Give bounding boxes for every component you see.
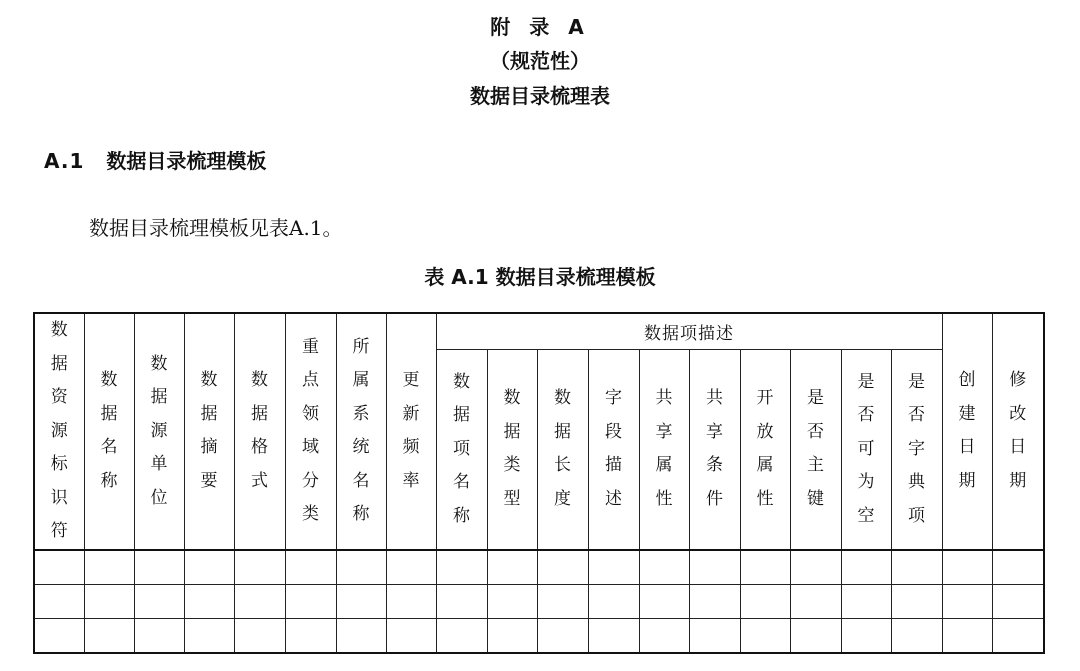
- table-cell: [942, 584, 992, 618]
- subcolumn-header: 是否主键: [790, 350, 841, 550]
- table-cell: [689, 550, 740, 585]
- section-heading: [44, 148, 266, 174]
- table-cell: [386, 618, 436, 653]
- table-cell: [234, 550, 285, 585]
- table-cell: [891, 550, 942, 585]
- table-cell: [184, 618, 234, 653]
- table-cell: [992, 550, 1044, 585]
- group-header-data-item-description: 数据项描述: [436, 313, 942, 350]
- column-header: 重点领域分类: [285, 313, 336, 550]
- subcolumn-header: 是否可为空: [841, 350, 891, 550]
- table-cell: [487, 584, 537, 618]
- table-cell: [34, 584, 84, 618]
- table-cell: [84, 584, 134, 618]
- table-cell: [841, 618, 891, 653]
- column-header: 数据源单位: [134, 313, 184, 550]
- table-cell: [841, 550, 891, 585]
- section-title: 数据目录梳理模板: [106, 149, 267, 173]
- table-cell: [487, 618, 537, 653]
- table-cell: [537, 618, 588, 653]
- table-cell: [285, 550, 336, 585]
- table-header-row: [34, 313, 1044, 350]
- table-row: [34, 550, 1044, 585]
- column-header: 所属系统名称: [336, 313, 386, 550]
- column-header: 更新频率: [386, 313, 436, 550]
- table-cell: [234, 584, 285, 618]
- table-cell: [285, 584, 336, 618]
- table-caption: 表 A.1 数据目录梳理模板: [424, 265, 656, 289]
- column-header: 数据资源标识符: [34, 313, 84, 550]
- section-body-text: 数据目录梳理模板见表A.1。: [89, 216, 343, 240]
- column-header: 修改日期: [992, 313, 1044, 550]
- subcolumn-header: 数据项名称: [436, 350, 487, 550]
- table-cell: [841, 584, 891, 618]
- table-cell: [992, 584, 1044, 618]
- subcolumn-header: 共享条件: [689, 350, 740, 550]
- table-cell: [336, 550, 386, 585]
- subcolumn-header: 共享属性: [639, 350, 689, 550]
- subcolumn-header: 字段描述: [588, 350, 639, 550]
- table-cell: [84, 618, 134, 653]
- table-cell: [992, 618, 1044, 653]
- table-cell: [689, 584, 740, 618]
- table-cell: [386, 550, 436, 585]
- table-cell: [184, 584, 234, 618]
- subcolumn-header: 数据长度: [537, 350, 588, 550]
- table-cell: [134, 584, 184, 618]
- section-number: A.1: [44, 149, 85, 173]
- table-cell: [487, 550, 537, 585]
- table-cell: [639, 550, 689, 585]
- table-row: [34, 618, 1044, 653]
- table-cell: [740, 618, 790, 653]
- table-cell: [537, 584, 588, 618]
- table-cell: [285, 618, 336, 653]
- column-header: 数据格式: [234, 313, 285, 550]
- table-cell: [34, 618, 84, 653]
- table-cell: [588, 584, 639, 618]
- table-cell: [436, 584, 487, 618]
- table-cell: [184, 550, 234, 585]
- appendix-name: 数据目录梳理表: [470, 84, 610, 108]
- table-cell: [134, 550, 184, 585]
- table-cell: [537, 550, 588, 585]
- table-cell: [790, 584, 841, 618]
- table-cell: [234, 618, 285, 653]
- table-cell: [336, 584, 386, 618]
- appendix-type: （规范性）: [490, 49, 590, 73]
- table-cell: [740, 550, 790, 585]
- table-cell: [790, 618, 841, 653]
- table-cell: [436, 618, 487, 653]
- table-cell: [336, 618, 386, 653]
- table-cell: [134, 618, 184, 653]
- table-cell: [942, 618, 992, 653]
- table-cell: [639, 584, 689, 618]
- table-cell: [639, 618, 689, 653]
- subcolumn-header: 数据类型: [487, 350, 537, 550]
- table-cell: [588, 618, 639, 653]
- table-cell: [84, 550, 134, 585]
- data-catalog-table: [33, 312, 1045, 654]
- subcolumn-header: 开放属性: [740, 350, 790, 550]
- table-cell: [942, 550, 992, 585]
- table-cell: [740, 584, 790, 618]
- appendix-title: 附 录 A: [490, 15, 590, 39]
- table-cell: [436, 550, 487, 585]
- table-cell: [588, 550, 639, 585]
- subcolumn-header: 是否字典项: [891, 350, 942, 550]
- column-header: 创建日期: [942, 313, 992, 550]
- table-cell: [891, 584, 942, 618]
- table-cell: [34, 550, 84, 585]
- table-row: [34, 584, 1044, 618]
- column-header: 数据摘要: [184, 313, 234, 550]
- column-header: 数据名称: [84, 313, 134, 550]
- table-cell: [689, 618, 740, 653]
- table-cell: [891, 618, 942, 653]
- table-cell: [386, 584, 436, 618]
- table-cell: [790, 550, 841, 585]
- table-body: [34, 550, 1044, 653]
